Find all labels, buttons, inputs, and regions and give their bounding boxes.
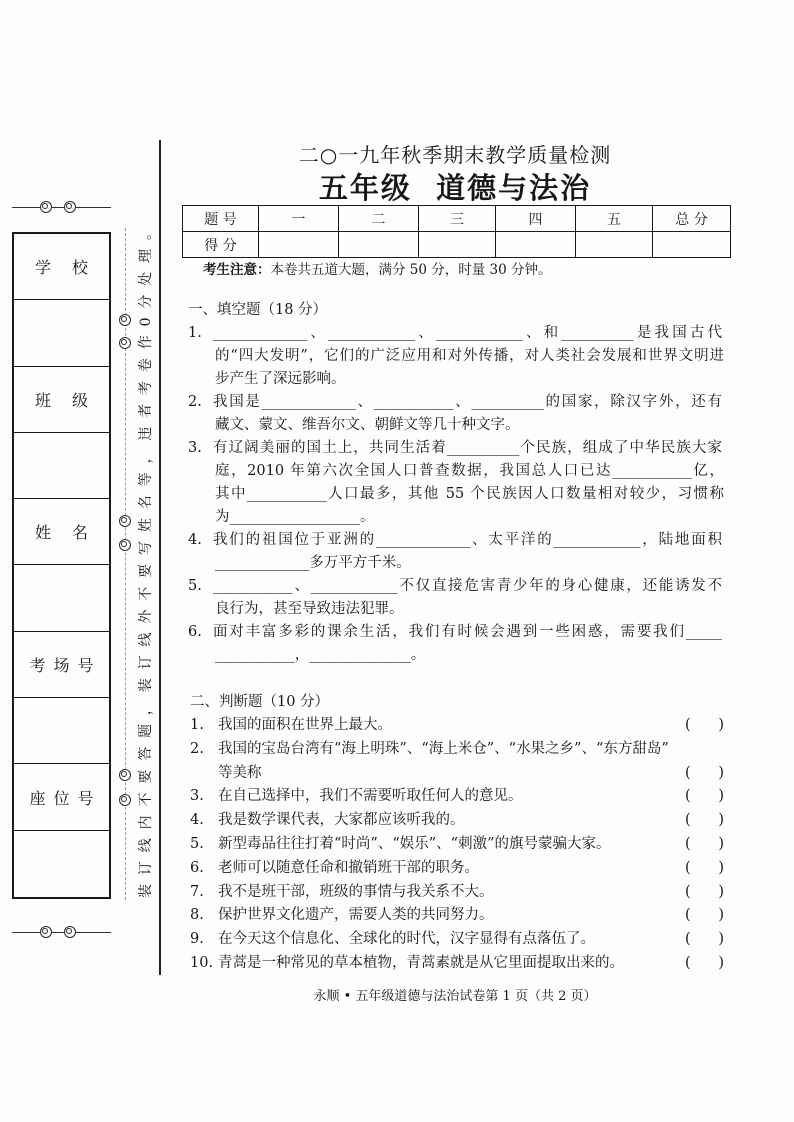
binding-ring-icon <box>40 201 52 213</box>
answer-parentheses: ( ) <box>685 883 724 900</box>
question-number: 3. <box>190 788 204 805</box>
fill-question <box>188 575 730 621</box>
question-text: 步产生了深远影响。 <box>215 371 346 387</box>
answer-parentheses: ( ) <box>685 931 724 948</box>
exam-notice-text: 本卷共五道大题，满分 50 分，时量 30 分钟。 <box>270 262 552 278</box>
binding-ring-icon <box>40 926 52 938</box>
judge-question <box>190 714 728 738</box>
section-heading: 一、填空题（18 分） <box>188 302 328 318</box>
exam-title: 二○一九年秋季期末教学质量检测 <box>298 143 612 167</box>
exam-notice-label: 考生注意： <box>203 262 271 278</box>
question-text: 面对丰富多彩的课余生活，我们有时候会遇到一些困惑，需要我们_____ <box>213 624 722 640</box>
judge-question <box>190 857 728 881</box>
fill-question <box>188 437 730 529</box>
info-field-class <box>14 433 109 499</box>
binding-notice: 装订线内不要答题，装订线外不要写姓名等，违者考卷作0分处理。 <box>138 226 154 898</box>
info-field-exam-room <box>14 698 109 764</box>
score-cell <box>419 232 496 258</box>
question-number: 2. <box>188 394 202 410</box>
question-text: ___________，______________。 <box>215 647 426 663</box>
answer-parentheses: ( ) <box>685 859 724 876</box>
binding-divider-top <box>12 207 111 208</box>
binding-ring-icon <box>64 201 76 213</box>
question-number: 9. <box>190 931 204 948</box>
info-field-name <box>14 565 109 631</box>
question-text: 我国的宝岛台湾有“海上明珠”、“海上米仓”、“水果之乡”、“东方甜岛” <box>218 740 669 757</box>
question-text: 在自己选择中，我们不需要听取任何人的意见。 <box>218 788 523 805</box>
answer-parentheses: ( ) <box>685 764 724 781</box>
answer-parentheses: ( ) <box>685 812 724 829</box>
score-cell <box>339 232 419 258</box>
info-label-school: 学 校 <box>14 234 109 300</box>
question-number: 4. <box>190 812 204 829</box>
binding-ring-icon <box>64 926 76 938</box>
fill-question <box>188 529 730 575</box>
answer-parentheses: ( ) <box>685 835 724 852</box>
judge-question <box>190 738 728 786</box>
question-number: 5. <box>190 835 204 852</box>
answer-parentheses: ( ) <box>685 788 724 805</box>
question-number: 1. <box>190 717 204 733</box>
binding-divider-bottom <box>12 932 111 933</box>
score-table-column-header: 四 <box>496 206 576 232</box>
question-text: 其中___________人口最多，其他 55 个民族因人口数量相对较少，习惯称 <box>215 486 724 502</box>
score-table-header-row <box>183 206 731 232</box>
judge-question <box>190 952 728 976</box>
info-field-school <box>14 300 109 366</box>
question-number: 4. <box>188 532 202 548</box>
exam-notice <box>203 261 552 279</box>
question-text: 保护世界文化遗产，需要人类的共同努力。 <box>218 907 494 924</box>
question-number: 8. <box>190 907 204 924</box>
question-text: 青蒿是一种常见的草本植物，青蒿素就是从它里面提取出来的。 <box>218 954 624 971</box>
fill-question <box>188 621 730 667</box>
question-text: 老师可以随意任命和撤销班干部的职务。 <box>218 859 479 876</box>
question-text: 我们的祖国位于亚洲的_____________、太平洋的____________，陆地面积 <box>213 532 722 548</box>
judge-question <box>190 928 728 952</box>
question-text: 的“四大发明”，它们的广泛应用和对外传播，对人类社会发展和世界文明进 <box>215 348 724 364</box>
score-cell <box>576 232 653 258</box>
score-table-column-header: 二 <box>339 206 419 232</box>
question-text: 等美称 <box>218 764 262 781</box>
question-text: 庭，2010 年第六次全国人口普查数据，我国总人口已达___________亿， <box>215 463 724 479</box>
question-number: 7. <box>190 883 204 900</box>
question-text: 我国的面积在世界上最大。 <box>218 717 392 733</box>
question-text: 新型毒品往往打着“时尚”、“娱乐”、“刺激”的旗号蒙骗大家。 <box>218 835 611 852</box>
score-table-row-label: 得 分 <box>183 232 259 258</box>
binding-ring-icon <box>119 515 131 527</box>
binding-line <box>159 140 161 975</box>
judge-question <box>190 785 728 809</box>
student-info-table <box>12 232 111 899</box>
question-number: 1. <box>188 325 202 341</box>
question-text: ___________、____________不仅直接危害青少年的身心健康，还能诱发不 <box>213 578 722 594</box>
section-fill-in <box>188 299 730 667</box>
binding-ring-icon <box>119 337 131 349</box>
page-footer: 永顺 • 五年级道德与法治试卷第 1 页（共 2 页） <box>313 989 597 1004</box>
score-table-column-header: 五 <box>576 206 653 232</box>
question-text: 我是数学课代表，大家都应该听我的。 <box>218 812 465 829</box>
question-text: 良行为，甚至导致违法犯罪。 <box>215 601 404 617</box>
score-table-column-header: 一 <box>259 206 339 232</box>
question-text: _____________、____________、____________、和__________是我国古代 <box>213 325 722 341</box>
info-label-class: 班 级 <box>14 367 109 433</box>
info-label-name: 姓 名 <box>14 499 109 565</box>
section-true-false <box>190 690 728 976</box>
binding-ring-icon <box>119 794 131 806</box>
answer-parentheses: ( ) <box>685 717 724 733</box>
judge-question <box>190 833 728 857</box>
question-number: 5. <box>188 578 202 594</box>
score-cell <box>496 232 576 258</box>
judge-question <box>190 904 728 928</box>
binding-ring-icon <box>119 539 131 551</box>
binding-ring-icon <box>119 769 131 781</box>
question-text: _____________多万平方千米。 <box>215 555 411 571</box>
score-table-score-row <box>183 232 731 258</box>
question-text: 我国是_____________、___________、__________的国家，除汉字外，还有 <box>213 394 722 410</box>
judge-question <box>190 881 728 905</box>
question-number: 3. <box>188 440 202 456</box>
question-number: 2. <box>190 740 204 757</box>
question-text: 藏文、蒙文、维吾尔文、朝鲜文等几十种文字。 <box>215 417 520 433</box>
info-field-seat <box>14 831 109 897</box>
score-cell <box>259 232 339 258</box>
info-label-seat: 座位号 <box>14 764 109 830</box>
answer-parentheses: ( ) <box>685 954 724 971</box>
question-number: 6. <box>188 624 202 640</box>
answer-parentheses: ( ) <box>685 907 724 924</box>
score-table-row-label: 题 号 <box>183 206 259 232</box>
fill-question <box>188 322 730 391</box>
question-text: 有辽阔美丽的国土上，共同生活着__________个民族，组成了中华民族大家 <box>213 440 722 456</box>
score-table <box>182 205 731 258</box>
section-heading: 二、判断题（10 分） <box>190 694 330 710</box>
score-table-column-header: 三 <box>419 206 496 232</box>
question-number: 6. <box>190 859 204 876</box>
score-table-column-header: 总 分 <box>653 206 731 232</box>
info-label-exam-room: 考场号 <box>14 632 109 698</box>
binding-ring-icon <box>119 314 131 326</box>
judge-question <box>190 809 728 833</box>
question-text: 我不是班干部，班级的事情与我关系不大。 <box>218 883 494 900</box>
exam-subtitle: 五年级 道德与法治 <box>318 171 592 205</box>
question-text: 在今天这个信息化、全球化的时代，汉字显得有点落伍了。 <box>218 931 595 948</box>
score-cell <box>653 232 731 258</box>
question-text: 为__________________。 <box>215 509 375 525</box>
question-number: 10. <box>190 954 214 971</box>
fill-question <box>188 391 730 437</box>
